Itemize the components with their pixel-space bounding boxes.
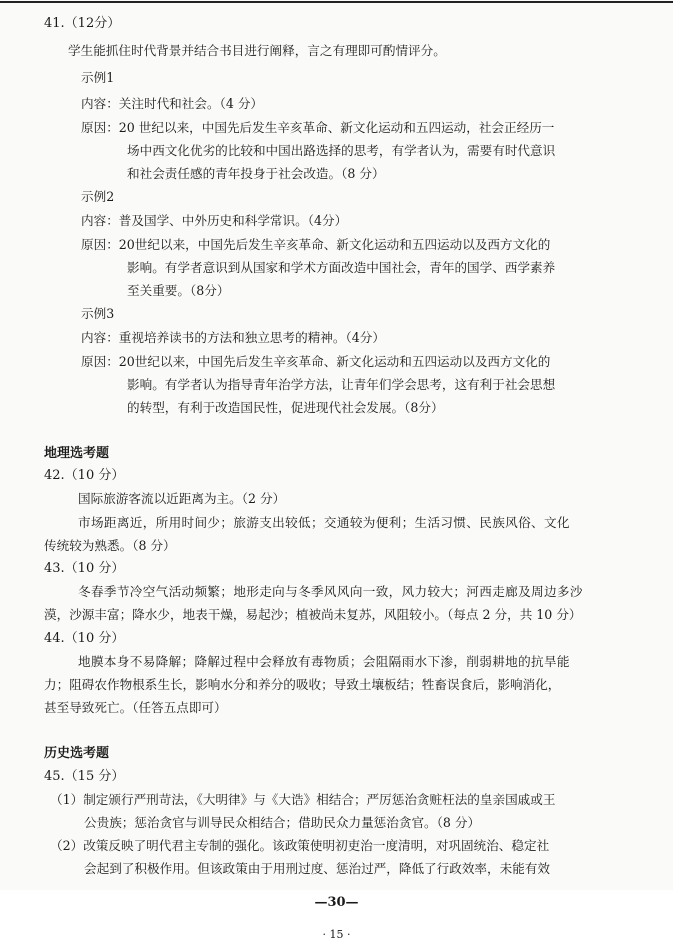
- q42-line: 国际旅游客流以近距离为主。（2 分）: [78, 491, 286, 506]
- example-3-reason-line: 原因：20世纪以来，中国先后发生辛亥革命、新文化运动和五四运动以及西方文化的: [81, 354, 551, 369]
- q41-number: 41.（12分）: [44, 16, 121, 31]
- q45-part-2-line: 会起到了积极作用。但该政策由于用刑过度、惩治过严，降低了行政效率，未能有效: [84, 861, 550, 876]
- q44-line: 甚至导致死亡。（任答五点即可）: [44, 700, 227, 715]
- q41-intro: 学生能抓住时代背景并结合书目进行阐释，言之有理即可酌情评分。: [68, 43, 446, 58]
- example-1-content: 内容：关注时代和社会。（4 分）: [81, 96, 264, 111]
- top-border-line: [0, 1, 673, 3]
- example-1-reason-line: 原因：20 世纪以来，中国先后发生辛亥革命、新文化运动和五四运动，社会正经历一: [81, 120, 555, 135]
- q45-part-1-line: （1）制定颁行严刑苛法，《大明律》与《大诰》相结合；严厉惩治贪赃枉法的皇亲国戚或王: [50, 792, 556, 807]
- q42-line: 市场距离近，所用时间少；旅游支出较低；交通较为便利；生活习惯、民族风俗、文化: [78, 515, 570, 530]
- q43-line: 冬春季节冷空气活动频繁；地形走向与冬季风风向一致，风力较大；河西走廊及周边多沙: [78, 584, 583, 599]
- q43-number: 43.（10 分）: [44, 561, 125, 576]
- page-number: · 15 ·: [322, 928, 351, 941]
- q44-number: 44.（10 分）: [44, 631, 125, 646]
- q44-line: 地膜本身不易降解；降解过程中会释放有毒物质；会阻隔雨水下渗，削弱耕地的抗旱能: [78, 654, 570, 669]
- scan-page-number: —30—: [314, 895, 359, 910]
- history-section-title: 历史选考题: [44, 746, 110, 761]
- geography-section-title: 地理选考题: [44, 446, 110, 461]
- example-2-content: 内容：普及国学、中外历史和科学常识。（4分）: [81, 213, 348, 228]
- q45-part-2-line: （2）改策反映了明代君主专制的强化。该政策使明初吏治一度清明，对巩固统治、稳定社: [50, 838, 550, 853]
- example-3-title: 示例3: [81, 306, 115, 321]
- q45-number: 45.（15 分）: [44, 769, 125, 784]
- example-3-content: 内容：重视培养读书的方法和独立思考的精神。（4分）: [81, 330, 385, 345]
- example-3-reason-line: 的转型，有利于改造国民性，促进现代社会发展。（8分）: [127, 400, 444, 415]
- example-1-reason-line: 场中西文化优劣的比较和中国出路选择的思考，有学者认为，需要有时代意识: [127, 143, 556, 158]
- example-2-reason-line: 影响。有学者意识到从国家和学术方面改造中国社会，青年的国学、西学素养: [127, 260, 556, 275]
- example-1-reason-line: 和社会责任感的青年投身于社会改造。（8 分）: [127, 166, 385, 181]
- page-footer: [0, 890, 673, 946]
- q44-line: 力；阻碍农作物根系生长，影响水分和养分的吸收；导致土壤板结；牲畜误食后，影响消化，: [44, 677, 561, 692]
- example-2-title: 示例2: [81, 189, 115, 204]
- example-2-reason-line: 原因：20世纪以来，中国先后发生辛亥革命、新文化运动和五四运动以及西方文化的: [81, 237, 551, 252]
- q43-line: 漠，沙源丰富；降水少，地表干燥，易起沙；植被尚未复苏，风阻较小。（每点 2 分，共 10 分）: [44, 607, 582, 622]
- q42-line: 传统较为熟悉。（8 分）: [44, 538, 176, 553]
- q45-part-1-line: 公贵族；惩治贪官与训导民众相结合；借助民众力量惩治贪官。（8 分）: [84, 815, 481, 830]
- example-2-reason-line: 至关重要。（8分）: [127, 283, 230, 298]
- example-3-reason-line: 影响。有学者认为指导青年治学方法，让青年们学会思考，这有利于社会思想: [127, 377, 556, 392]
- q42-number: 42.（10 分）: [44, 468, 125, 483]
- example-1-title: 示例1: [81, 70, 115, 85]
